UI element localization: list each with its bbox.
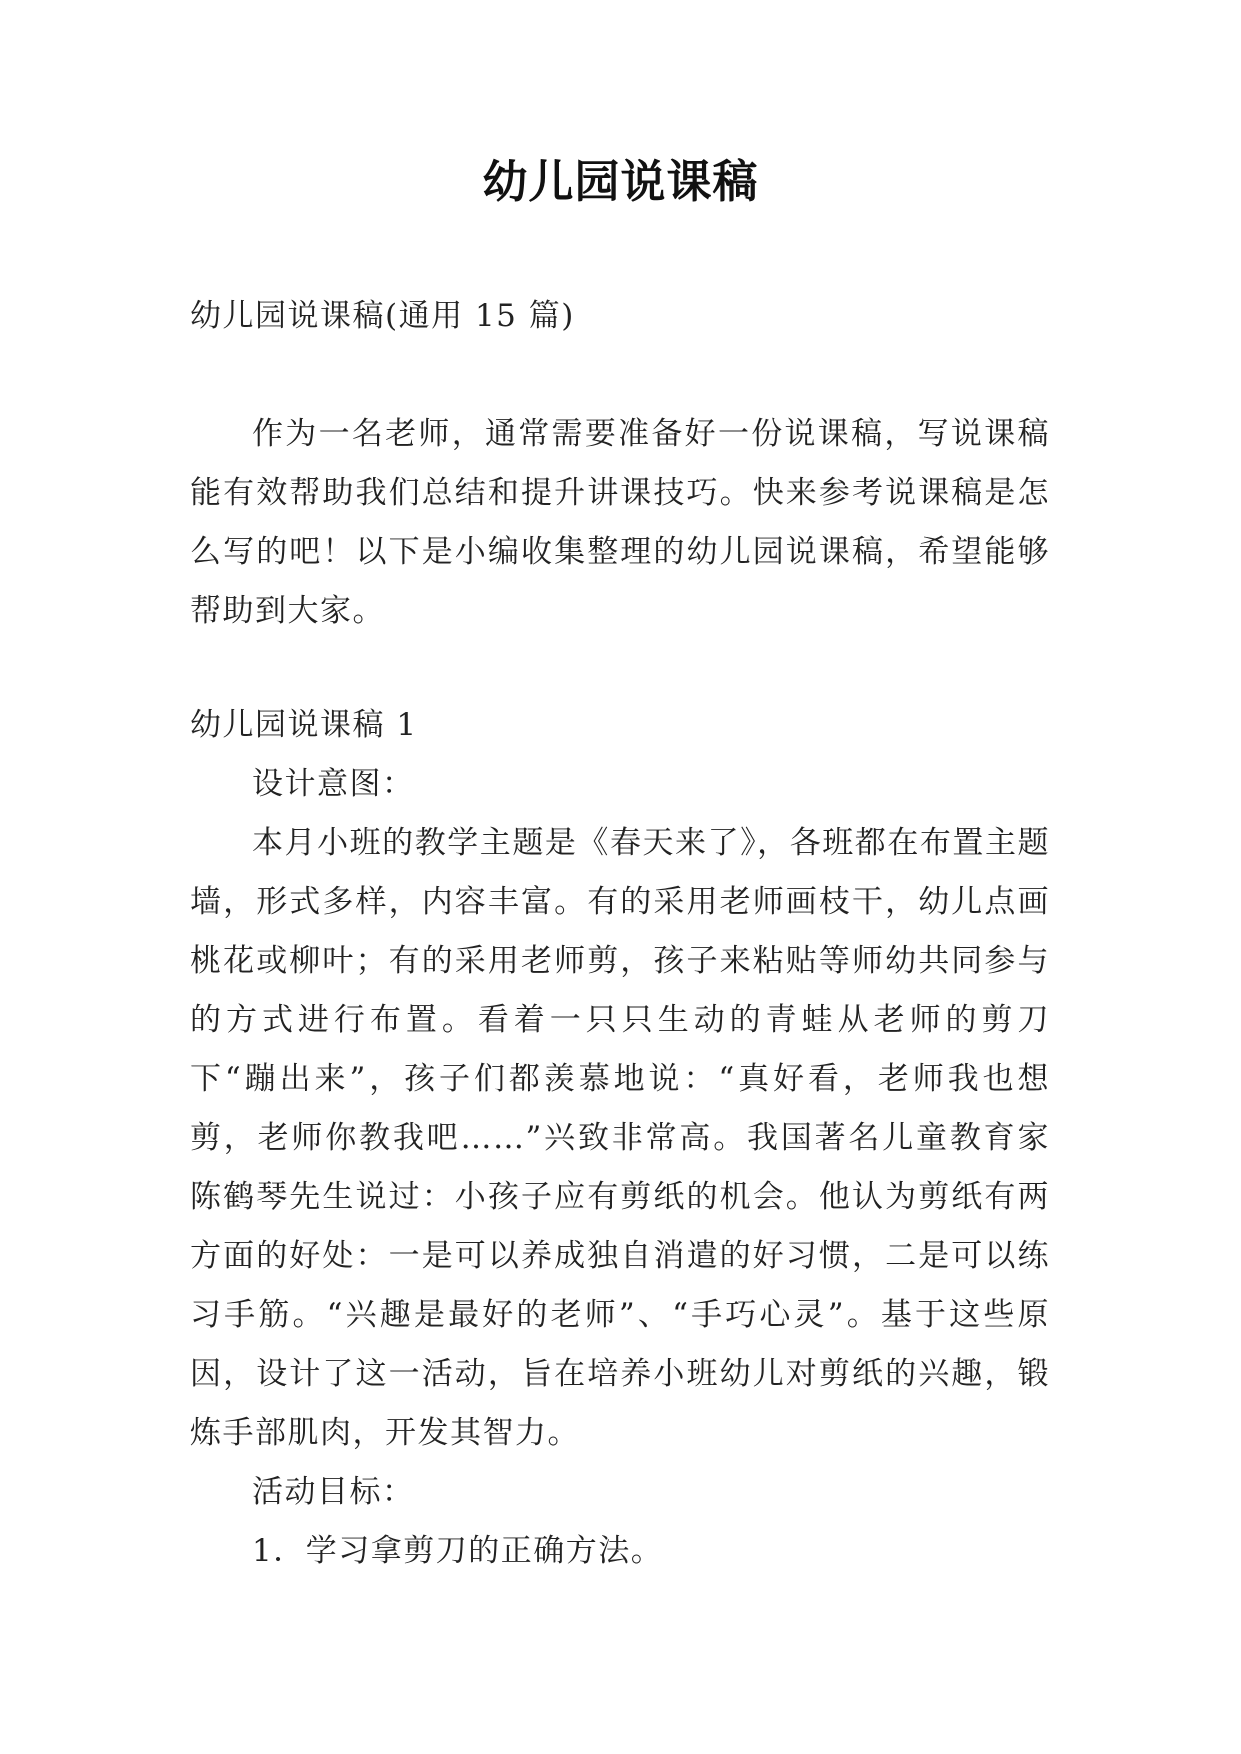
document-title: 幼儿园说课稿 [482, 155, 759, 208]
section-heading: 幼儿园说课稿 1 [190, 707, 418, 743]
section-1 [190, 696, 1050, 1581]
intro-block [190, 405, 1050, 641]
design-intent-paragraph: 本月小班的教学主题是《春天来了》，各班都在布置主题墙，形式多样，内容丰富。有的采用老师画枝干，幼儿点画桃花或柳叶；有的采用老师剪，孩子来粘贴等师幼共同参与的方式进行布置。看着一只只生动的青蛙从老师的剪刀下“蹦出来”，孩子们都羡慕地说：“真好看，老师我也想剪，老师你教我吧……”兴致非常高。我国著名儿童教育家陈鹤琴先生说过：小孩子应有剪纸的机会。他认为剪纸有两方面的好处：一是可以养成独自消遣的好习惯，二是可以练习手筋。“兴趣是最好的老师”、“手巧心灵”。基于这些原因，设计了这一活动，旨在培养小班幼儿对剪纸的兴趣，锻炼手部肌肉，开发其智力。 [190, 825, 1050, 1451]
activity-goals-label: 活动目标： [252, 1474, 415, 1510]
intro-paragraph: 作为一名老师，通常需要准备好一份说课稿，写说课稿能有效帮助我们总结和提升讲课技巧。快来参考说课稿是怎么写的吧！以下是小编收集整理的幼儿园说课稿，希望能够帮助到大家。 [190, 416, 1050, 629]
document-subtitle: 幼儿园说课稿(通用 15 篇) [190, 298, 575, 334]
goal-item-1: 1．学习拿剪刀的正确方法。 [252, 1533, 664, 1569]
design-intent-label: 设计意图： [252, 766, 415, 802]
